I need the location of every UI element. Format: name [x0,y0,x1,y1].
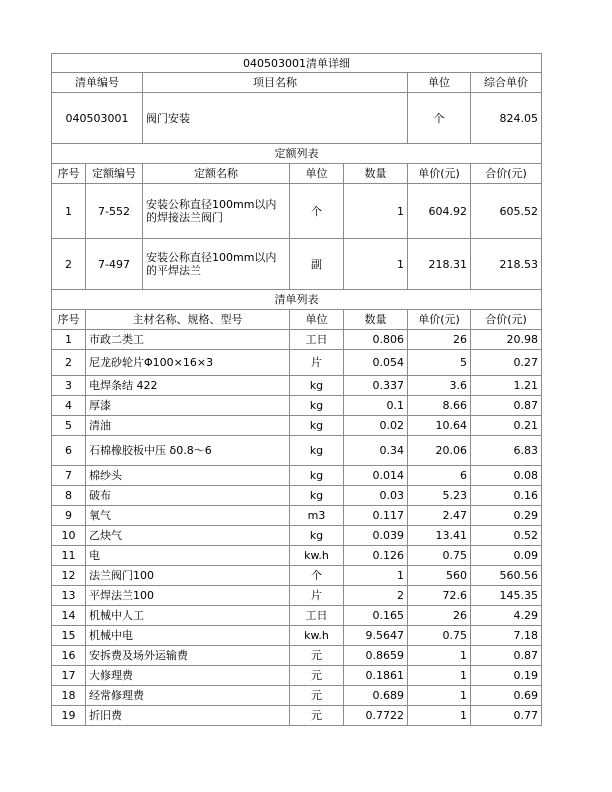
material-price: 72.6 [408,586,471,606]
material-price: 20.06 [408,436,471,466]
material-total: 1.21 [471,376,542,396]
table-row [52,396,542,416]
material-name: 厚漆 [86,396,290,416]
material-name: 乙炔气 [86,526,290,546]
material-qty: 0.8659 [344,646,408,666]
table-row [52,706,542,726]
material-unit: 工日 [290,606,344,626]
quota-col-name: 定额名称 [143,164,290,184]
material-unit: 元 [290,686,344,706]
material-name: 折旧费 [86,706,290,726]
material-no: 6 [52,436,86,466]
material-no: 8 [52,486,86,506]
material-no: 9 [52,506,86,526]
material-total: 0.16 [471,486,542,506]
material-no: 2 [52,350,86,376]
table-row [52,466,542,486]
materials-col-unit: 单位 [290,310,344,330]
material-total: 0.08 [471,466,542,486]
material-total: 145.35 [471,586,542,606]
material-price: 5 [408,350,471,376]
material-unit: kg [290,396,344,416]
material-total: 4.29 [471,606,542,626]
material-unit: kw.h [290,626,344,646]
table-row [52,686,542,706]
col-header-price: 综合单价 [471,73,542,93]
material-price: 13.41 [408,526,471,546]
table-row [52,184,542,239]
material-no: 4 [52,396,86,416]
material-total: 20.98 [471,330,542,350]
material-price: 0.75 [408,546,471,566]
material-no: 5 [52,416,86,436]
table-row [52,330,542,350]
material-price: 10.64 [408,416,471,436]
materials-body [52,330,542,726]
material-no: 19 [52,706,86,726]
table-row [52,666,542,686]
material-unit: 元 [290,666,344,686]
material-name: 平焊法兰100 [86,586,290,606]
quota-name: 安装公称直径100mm以内的焊接法兰阀门 [143,184,290,239]
material-name: 棉纱头 [86,466,290,486]
material-qty: 0.117 [344,506,408,526]
material-no: 15 [52,626,86,646]
quota-col-no: 序号 [52,164,86,184]
table-row [52,626,542,646]
table-row [52,646,542,666]
material-price: 2.47 [408,506,471,526]
material-price: 0.75 [408,626,471,646]
quota-price: 218.31 [408,239,471,290]
material-name: 电 [86,546,290,566]
col-header-code: 清单编号 [52,73,143,93]
material-total: 7.18 [471,626,542,646]
material-qty: 0.1861 [344,666,408,686]
material-name: 机械中电 [86,626,290,646]
materials-col-qty: 数量 [344,310,408,330]
material-no: 18 [52,686,86,706]
material-unit: kg [290,376,344,396]
quota-col-qty: 数量 [344,164,408,184]
material-no: 10 [52,526,86,546]
quota-code: 7-497 [86,239,143,290]
material-price: 1 [408,686,471,706]
materials-col-price: 单价(元) [408,310,471,330]
material-qty: 2 [344,586,408,606]
material-no: 12 [52,566,86,586]
material-total: 6.83 [471,436,542,466]
material-total: 560.56 [471,566,542,586]
material-unit: 工日 [290,330,344,350]
material-qty: 0.126 [344,546,408,566]
bill-header-table [51,53,542,144]
materials-section-title: 清单列表 [52,290,542,310]
material-name: 尼龙砂轮片Φ100×16×3 [86,350,290,376]
material-price: 8.66 [408,396,471,416]
table-row [52,546,542,566]
material-total: 0.87 [471,396,542,416]
material-name: 法兰阀门100 [86,566,290,586]
material-name: 氧气 [86,506,290,526]
material-total: 0.87 [471,646,542,666]
material-qty: 0.02 [344,416,408,436]
quota-qty: 1 [344,239,408,290]
quota-no: 2 [52,239,86,290]
material-no: 13 [52,586,86,606]
material-unit: 个 [290,566,344,586]
material-unit: kg [290,416,344,436]
materials-table [51,289,542,726]
bill-name: 阀门安装 [143,93,408,144]
table-row [52,486,542,506]
quota-table [51,143,542,290]
material-name: 清油 [86,416,290,436]
material-total: 0.21 [471,416,542,436]
material-price: 560 [408,566,471,586]
material-qty: 0.165 [344,606,408,626]
bill-title: 040503001清单详细 [52,54,542,73]
quota-total: 605.52 [471,184,542,239]
material-total: 0.19 [471,666,542,686]
material-name: 破布 [86,486,290,506]
material-total: 0.77 [471,706,542,726]
material-total: 0.09 [471,546,542,566]
quota-col-unit: 单位 [290,164,344,184]
table-row [52,239,542,290]
material-qty: 9.5647 [344,626,408,646]
material-no: 14 [52,606,86,626]
material-total: 0.52 [471,526,542,546]
bill-price: 824.05 [471,93,542,144]
material-unit: kg [290,526,344,546]
material-total: 0.29 [471,506,542,526]
quota-qty: 1 [344,184,408,239]
material-no: 7 [52,466,86,486]
material-qty: 0.806 [344,330,408,350]
col-header-unit: 单位 [408,73,471,93]
quota-unit: 个 [290,184,344,239]
table-row [52,506,542,526]
quota-col-code: 定额编号 [86,164,143,184]
quota-col-price: 单价(元) [408,164,471,184]
materials-col-total: 合价(元) [471,310,542,330]
material-name: 安拆费及场外运输费 [86,646,290,666]
material-name: 市政二类工 [86,330,290,350]
material-name: 石棉橡胶板中压 δ0.8～6 [86,436,290,466]
quota-unit: 副 [290,239,344,290]
material-no: 16 [52,646,86,666]
material-qty: 0.689 [344,686,408,706]
material-qty: 0.039 [344,526,408,546]
material-price: 1 [408,646,471,666]
material-unit: kw.h [290,546,344,566]
quota-name: 安装公称直径100mm以内的平焊法兰 [143,239,290,290]
material-unit: 元 [290,706,344,726]
material-price: 3.6 [408,376,471,396]
table-row [52,416,542,436]
material-name: 经常修理费 [86,686,290,706]
material-no: 3 [52,376,86,396]
table-row [52,586,542,606]
col-header-name: 项目名称 [143,73,408,93]
quota-col-total: 合价(元) [471,164,542,184]
table-row [52,436,542,466]
quota-price: 604.92 [408,184,471,239]
material-no: 17 [52,666,86,686]
material-unit: 片 [290,350,344,376]
material-unit: kg [290,436,344,466]
bill-unit: 个 [408,93,471,144]
quota-total: 218.53 [471,239,542,290]
quota-section-title: 定额列表 [52,144,542,164]
material-qty: 0.7722 [344,706,408,726]
material-total: 0.27 [471,350,542,376]
material-unit: kg [290,486,344,506]
materials-col-name: 主材名称、规格、型号 [86,310,290,330]
material-qty: 0.337 [344,376,408,396]
material-qty: 0.014 [344,466,408,486]
material-qty: 0.1 [344,396,408,416]
table-row [52,350,542,376]
material-price: 6 [408,466,471,486]
material-qty: 0.054 [344,350,408,376]
material-price: 1 [408,666,471,686]
material-qty: 0.34 [344,436,408,466]
material-name: 电焊条结 422 [86,376,290,396]
material-price: 26 [408,606,471,626]
quota-code: 7-552 [86,184,143,239]
material-unit: 元 [290,646,344,666]
material-unit: kg [290,466,344,486]
table-row [52,566,542,586]
material-price: 26 [408,330,471,350]
material-total: 0.69 [471,686,542,706]
material-qty: 0.03 [344,486,408,506]
material-price: 1 [408,706,471,726]
bill-code: 040503001 [52,93,143,144]
table-row [52,376,542,396]
material-no: 1 [52,330,86,350]
table-row [52,526,542,546]
material-name: 大修理费 [86,666,290,686]
materials-col-no: 序号 [52,310,86,330]
material-name: 机械中人工 [86,606,290,626]
material-unit: m3 [290,506,344,526]
quota-no: 1 [52,184,86,239]
material-qty: 1 [344,566,408,586]
material-price: 5.23 [408,486,471,506]
material-unit: 片 [290,586,344,606]
material-no: 11 [52,546,86,566]
table-row [52,606,542,626]
